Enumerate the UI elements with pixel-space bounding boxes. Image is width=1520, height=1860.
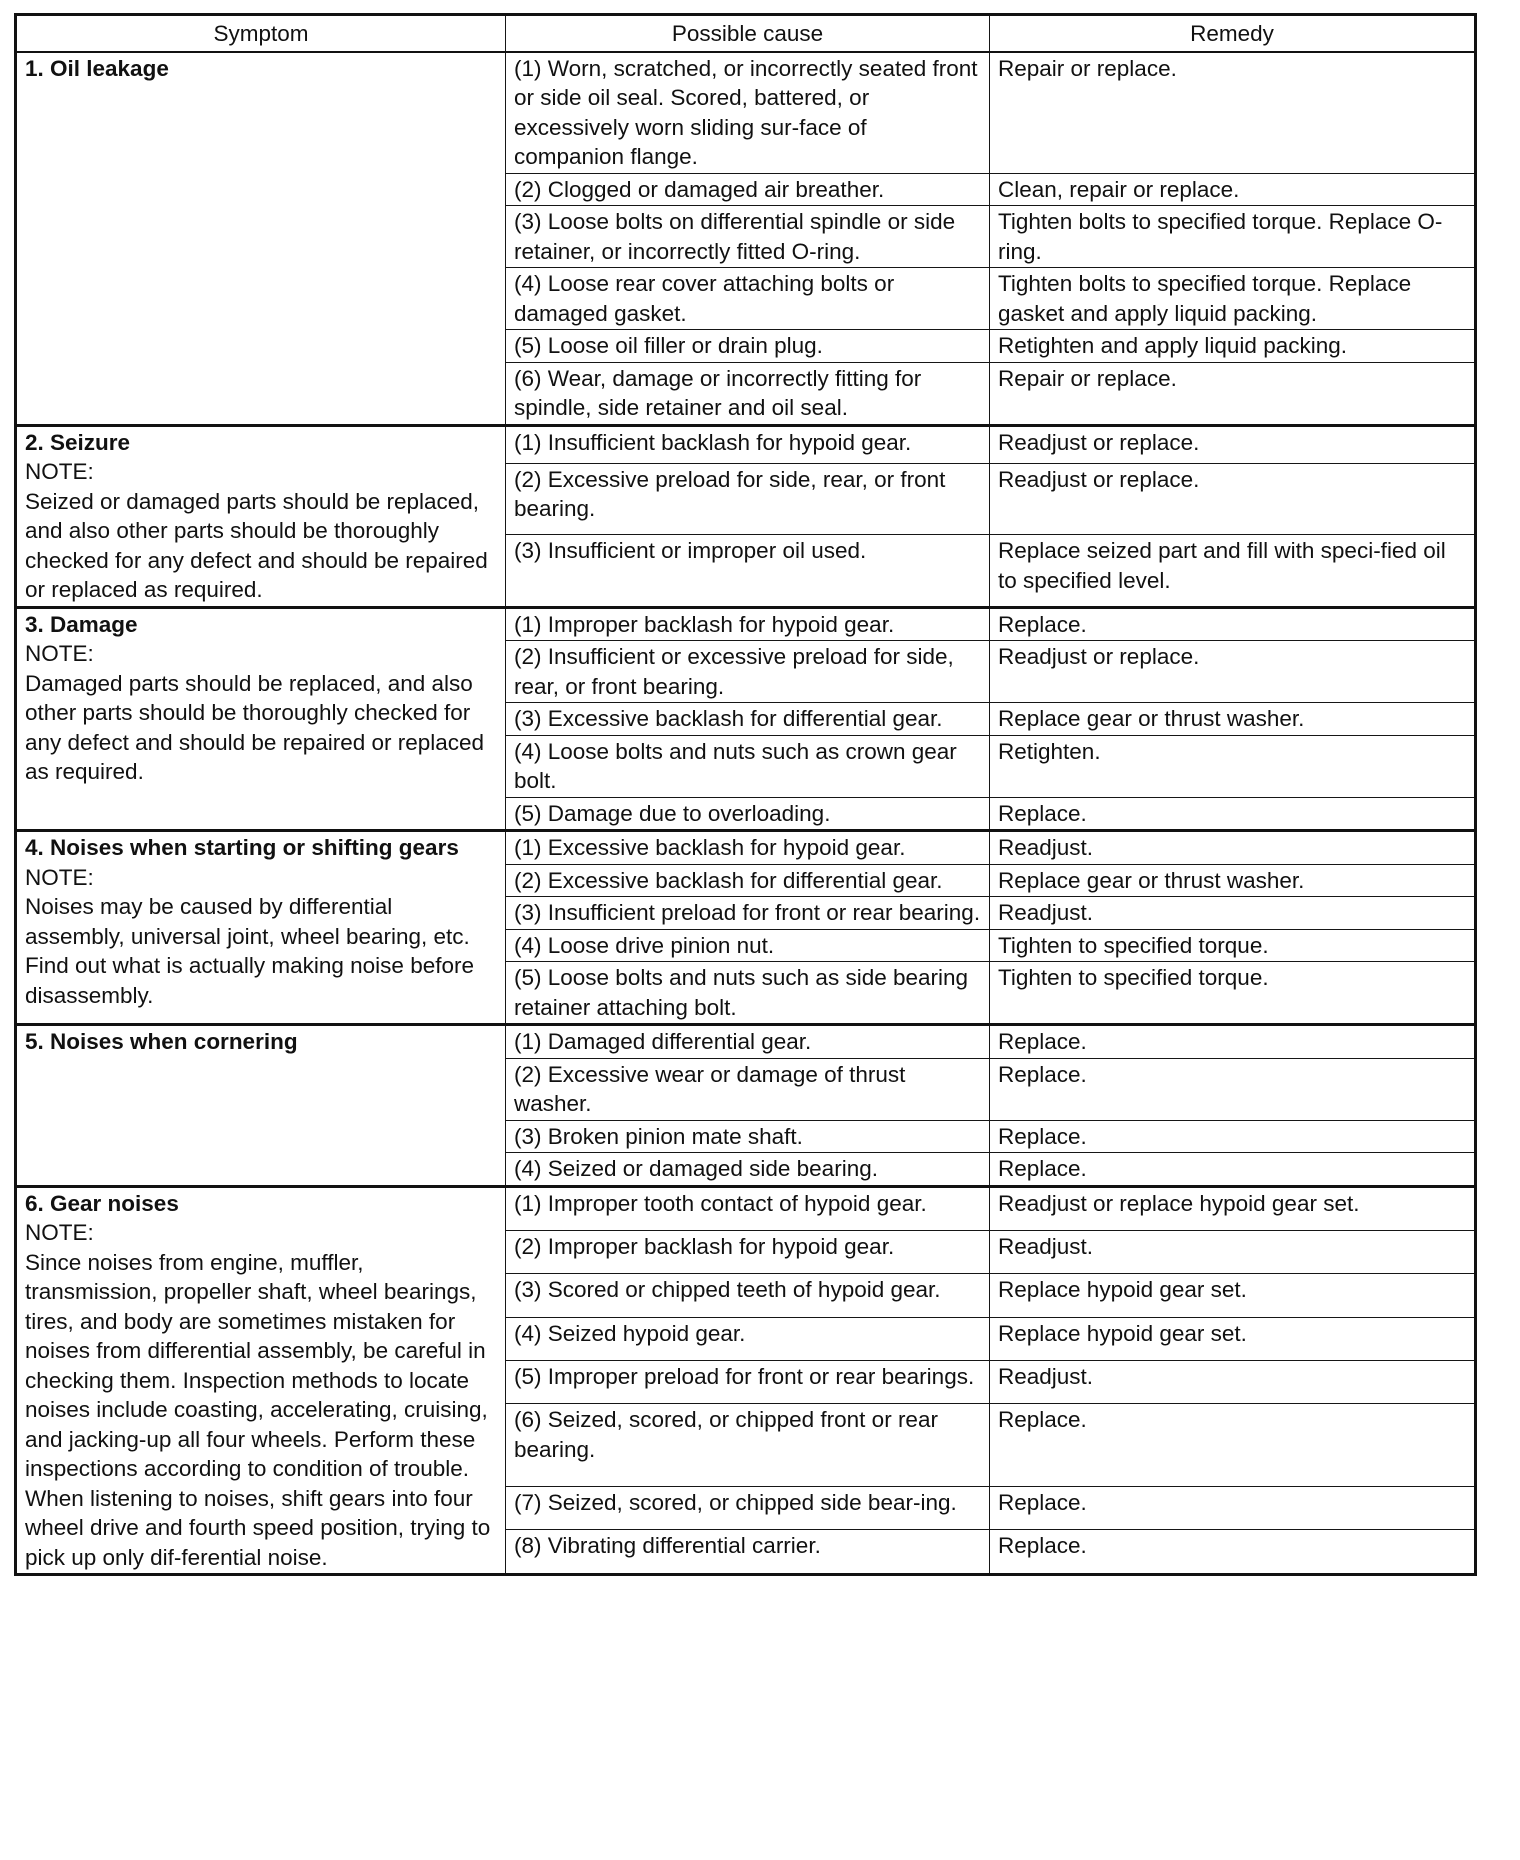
remedy-cell: Replace. [990, 1025, 1476, 1059]
remedy-cell: Clean, repair or replace. [990, 173, 1476, 206]
symptom-note-text: Noises may be caused by differential assembly, universal joint, wheel bearing, etc. Find out what is actually making noise before disassembly. [25, 894, 474, 1008]
remedy-cell: Replace. [990, 1058, 1476, 1120]
cause-cell: (1) Damaged differential gear. [506, 1025, 990, 1059]
cause-cell: (1) Worn, scratched, or incorrectly seated front or side oil seal. Scored, battered, or excessively worn sliding sur-face of companion flange. [506, 52, 990, 174]
remedy-cell: Replace. [990, 797, 1476, 831]
header-symptom: Symptom [16, 15, 506, 52]
remedy-cell: Replace. [990, 607, 1476, 641]
remedy-cell: Replace. [990, 1153, 1476, 1187]
remedy-cell: Readjust or replace hypoid gear set. [990, 1186, 1476, 1231]
symptom-cell [16, 607, 506, 831]
remedy-cell: Replace. [990, 1120, 1476, 1153]
symptom-note-text: Damaged parts should be replaced, and also other parts should be thoroughly checked for any defect and should be repaired or replaced as required. [25, 670, 485, 784]
symptom-title: 5. Noises when cornering [25, 1029, 298, 1054]
remedy-cell: Replace gear or thrust washer. [990, 703, 1476, 736]
cause-cell: (3) Insufficient preload for front or rear bearing. [506, 897, 990, 930]
remedy-cell: Readjust. [990, 831, 1476, 865]
remedy-cell: Replace. [990, 1530, 1476, 1575]
cause-cell: (5) Improper preload for front or rear bearings. [506, 1361, 990, 1404]
symptom-title: 2. Seizure [25, 429, 131, 455]
cause-cell: (3) Broken pinion mate shaft. [506, 1120, 990, 1153]
table-body [16, 52, 1476, 1575]
cause-cell: (4) Seized or damaged side bearing. [506, 1153, 990, 1187]
remedy-cell: Retighten and apply liquid packing. [990, 330, 1476, 363]
cause-cell: (3) Loose bolts on differential spindle or side retainer, or incorrectly fitted O-ring. [506, 206, 990, 268]
cause-cell: (1) Improper backlash for hypoid gear. [506, 607, 990, 641]
symptom-note-text: Since noises from engine, muffler, transmission, propeller shaft, wheel bearings, tires, and body are sometimes mistaken for noises from differential assembly, be careful in checking them. Inspection methods to locate noises include coasting, accelerating, cruising, and jacking-up all four wheels. Perform these inspections according to condition of trouble. When listening to noises, shift gears into four wheel drive and fourth speed position, trying to pick up only dif-ferential noise. [25, 1249, 491, 1570]
symptom-title: 1. Oil leakage [25, 55, 169, 81]
table-row [16, 52, 1476, 174]
symptom-title: 4. Noises when starting or shifting gears [25, 835, 459, 860]
cause-cell: (3) Scored or chipped teeth of hypoid gear. [506, 1274, 990, 1317]
remedy-cell: Readjust or replace. [990, 463, 1476, 534]
table-row [16, 831, 1476, 865]
remedy-cell: Repair or replace. [990, 52, 1476, 174]
remedy-cell: Readjust or replace. [990, 425, 1476, 463]
cause-cell: (1) Insufficient backlash for hypoid gear. [506, 425, 990, 463]
symptom-note-label: NOTE: [25, 459, 94, 484]
remedy-cell: Replace. [990, 1487, 1476, 1530]
troubleshooting-table [14, 13, 1477, 1576]
cause-cell: (2) Excessive wear or damage of thrust washer. [506, 1058, 990, 1120]
remedy-cell: Readjust. [990, 897, 1476, 930]
remedy-cell: Replace hypoid gear set. [990, 1317, 1476, 1360]
header-cause: Possible cause [506, 15, 990, 52]
symptom-cell [16, 425, 506, 607]
cause-cell: (1) Excessive backlash for hypoid gear. [506, 831, 990, 865]
cause-cell: (2) Excessive preload for side, rear, or front bearing. [506, 463, 990, 534]
symptom-cell [16, 1186, 506, 1575]
symptom-note-label: NOTE: [25, 1220, 94, 1245]
cause-cell: (2) Insufficient or excessive preload for side, rear, or front bearing. [506, 641, 990, 703]
remedy-cell: Tighten bolts to specified torque. Replace O-ring. [990, 206, 1476, 268]
cause-cell: (2) Excessive backlash for differential gear. [506, 864, 990, 897]
remedy-cell: Readjust or replace. [990, 641, 1476, 703]
table-row [16, 607, 1476, 641]
table-row [16, 425, 1476, 463]
cause-cell: (4) Loose bolts and nuts such as crown gear bolt. [506, 735, 990, 797]
symptom-cell [16, 831, 506, 1025]
cause-cell: (5) Loose oil filler or drain plug. [506, 330, 990, 363]
troubleshooting-sheet [14, 13, 1474, 1576]
cause-cell: (7) Seized, scored, or chipped side bear-ing. [506, 1487, 990, 1530]
cause-cell: (1) Improper tooth contact of hypoid gear. [506, 1186, 990, 1231]
remedy-cell: Tighten bolts to specified torque. Replace gasket and apply liquid packing. [990, 268, 1476, 330]
symptom-note-label: NOTE: [25, 641, 94, 666]
header-row [16, 15, 1476, 52]
cause-cell: (2) Improper backlash for hypoid gear. [506, 1231, 990, 1274]
cause-cell: (3) Excessive backlash for differential gear. [506, 703, 990, 736]
remedy-cell: Tighten to specified torque. [990, 929, 1476, 962]
cause-cell: (5) Damage due to overloading. [506, 797, 990, 831]
cause-cell: (6) Wear, damage or incorrectly fitting for spindle, side retainer and oil seal. [506, 362, 990, 425]
cause-cell: (2) Clogged or damaged air breather. [506, 173, 990, 206]
cause-cell: (4) Loose drive pinion nut. [506, 929, 990, 962]
header-remedy: Remedy [990, 15, 1476, 52]
cause-cell: (8) Vibrating differential carrier. [506, 1530, 990, 1575]
symptom-cell [16, 52, 506, 426]
symptom-note-label: NOTE: [25, 864, 94, 890]
table-row [16, 1186, 1476, 1231]
cause-cell: (3) Insufficient or improper oil used. [506, 535, 990, 607]
symptom-title: 3. Damage [25, 611, 138, 637]
remedy-cell: Retighten. [990, 735, 1476, 797]
cause-cell: (4) Loose rear cover attaching bolts or damaged gasket. [506, 268, 990, 330]
remedy-cell: Replace hypoid gear set. [990, 1274, 1476, 1317]
remedy-cell: Tighten to specified torque. [990, 962, 1476, 1025]
cause-cell: (4) Seized hypoid gear. [506, 1317, 990, 1360]
remedy-cell: Repair or replace. [990, 362, 1476, 425]
symptom-cell [16, 1025, 506, 1187]
cause-cell: (5) Loose bolts and nuts such as side bearing retainer attaching bolt. [506, 962, 990, 1025]
cause-cell: (6) Seized, scored, or chipped front or rear bearing. [506, 1404, 990, 1487]
remedy-cell: Replace. [990, 1404, 1476, 1487]
remedy-cell: Replace gear or thrust washer. [990, 864, 1476, 897]
symptom-title: 6. Gear noises [25, 1190, 179, 1216]
remedy-cell: Replace seized part and fill with speci-fied oil to specified level. [990, 535, 1476, 607]
remedy-cell: Readjust. [990, 1361, 1476, 1404]
symptom-note-text: Seized or damaged parts should be replaced, and also other parts should be thoroughly checked for any defect and should be repaired or replaced as required. [25, 488, 488, 602]
remedy-cell: Readjust. [990, 1231, 1476, 1274]
table-row [16, 1025, 1476, 1059]
